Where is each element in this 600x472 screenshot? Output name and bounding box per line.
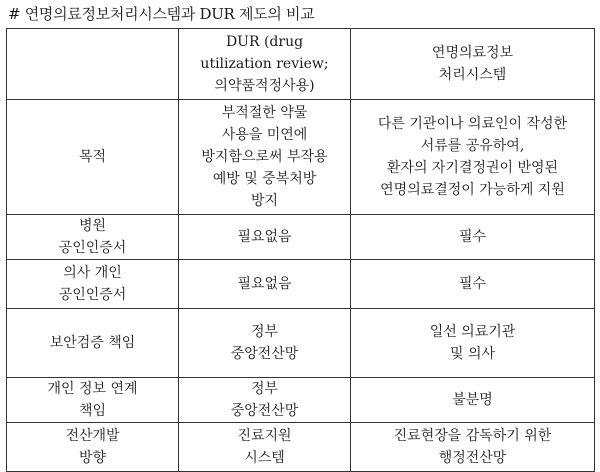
dur-line: 필요없음 xyxy=(237,229,292,245)
row-label-line: 공인인증서 xyxy=(58,240,127,256)
row-label-cell xyxy=(7,309,179,378)
dur-cell xyxy=(179,100,351,215)
lst-line: 진료현장을 감독하기 위한 xyxy=(393,428,552,444)
lst-cell xyxy=(351,378,595,423)
header-dur-line: utilization review; xyxy=(200,56,329,72)
lst-line: 불분명 xyxy=(452,392,493,408)
table-header-row xyxy=(7,29,595,100)
header-lst-cell xyxy=(351,29,595,100)
header-lst-line: 연명의료정보 xyxy=(431,45,514,61)
lst-line: 행정전산망 xyxy=(438,450,507,466)
dur-line: 정부 xyxy=(250,381,279,397)
table-row-development xyxy=(7,423,595,472)
table-row-purpose xyxy=(7,100,595,215)
lst-line: 서류를 공유하여, xyxy=(420,138,525,154)
dur-cell xyxy=(179,309,351,378)
document-title: # 연명의료정보처리시스템과 DUR 제도의 비교 xyxy=(8,5,315,23)
dur-line: 방지함으로써 부작용 xyxy=(201,149,328,165)
header-lst-line: 처리시스템 xyxy=(438,67,507,83)
row-label-cell xyxy=(7,378,179,423)
header-dur-line: 의약품적정사용) xyxy=(214,78,315,94)
dur-line: 부적절한 약물 xyxy=(221,105,308,121)
comparison-table xyxy=(6,28,595,472)
header-dur-cell xyxy=(179,29,351,100)
row-label-line: 책임 xyxy=(78,403,107,419)
dur-line: 중앙전산망 xyxy=(230,403,299,419)
row-label-line: 전산개발 xyxy=(65,428,120,444)
table-row-hospital-cert xyxy=(7,215,595,260)
lst-line: 필수 xyxy=(458,276,487,292)
dur-line: 정부 xyxy=(250,324,279,340)
header-empty-cell xyxy=(7,29,179,100)
dur-cell xyxy=(179,378,351,423)
row-label-line: 개인 정보 연계 xyxy=(47,381,138,397)
row-label-line: 병원 xyxy=(78,218,107,234)
lst-cell xyxy=(351,260,595,309)
header-dur-line: DUR (drug xyxy=(225,34,304,50)
dur-line: 예방 및 중복처방 xyxy=(212,171,317,187)
lst-line: 및 의사 xyxy=(449,346,496,362)
lst-cell xyxy=(351,423,595,472)
row-label-line: 목적 xyxy=(78,149,107,165)
row-label-cell xyxy=(7,100,179,215)
dur-cell xyxy=(179,423,351,472)
table-row-security xyxy=(7,309,595,378)
lst-line: 다른 기관이나 의료인이 작성한 xyxy=(377,116,568,132)
row-label-line: 공인인증서 xyxy=(58,287,127,303)
lst-line: 필수 xyxy=(458,229,487,245)
row-label-cell xyxy=(7,260,179,309)
row-label-line: 의사 개인 xyxy=(63,265,122,281)
dur-line: 방지 xyxy=(250,193,279,209)
lst-cell xyxy=(351,309,595,378)
dur-line: 사용을 미연에 xyxy=(221,127,308,143)
row-label-line: 방향 xyxy=(78,450,107,466)
dur-line: 중앙전산망 xyxy=(230,346,299,362)
lst-cell xyxy=(351,100,595,215)
row-label-cell xyxy=(7,215,179,260)
lst-cell xyxy=(351,215,595,260)
dur-line: 시스템 xyxy=(244,450,285,466)
row-label-line: 보안검증 책임 xyxy=(49,335,136,351)
dur-cell xyxy=(179,260,351,309)
dur-cell xyxy=(179,215,351,260)
lst-line: 연명의료결정이 가능하게 지원 xyxy=(380,182,565,198)
dur-line: 진료지원 xyxy=(237,428,292,444)
lst-line: 환자의 자기결정권이 반영된 xyxy=(386,160,559,176)
dur-line: 필요없음 xyxy=(237,276,292,292)
lst-line: 일선 의료기관 xyxy=(429,324,516,340)
table-row-privacy xyxy=(7,378,595,423)
row-label-cell xyxy=(7,423,179,472)
table-row-doctor-cert xyxy=(7,260,595,309)
